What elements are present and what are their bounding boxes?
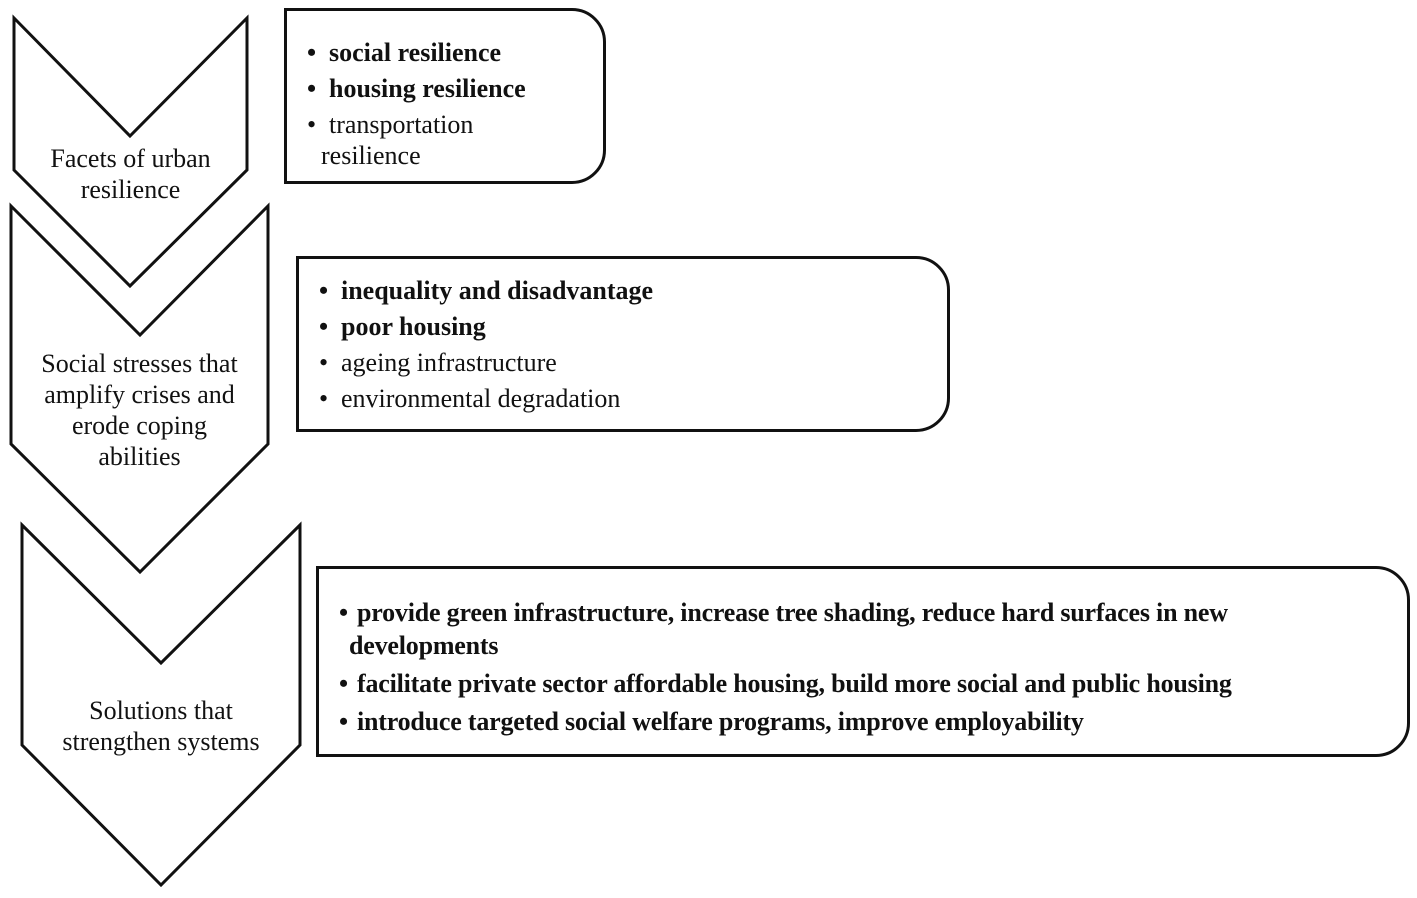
list-item: • housing resilience	[305, 73, 603, 104]
list-item-line: developments	[349, 631, 499, 660]
list-item	[305, 109, 603, 171]
list-item: • inequality and disadvantage	[317, 275, 947, 306]
list-item-line: resilience	[321, 141, 421, 170]
stage-3-label	[22, 695, 300, 757]
stage-2-label-line-1: Social stresses that	[41, 349, 238, 378]
stage-2-label	[11, 348, 268, 472]
list-item-line: provide green infrastructure, increase tree shading, reduce hard surfaces in new	[357, 598, 1228, 627]
stage-1-label-line-1: Facets of urban	[50, 144, 211, 173]
stage-2-label-line-4: abilities	[98, 442, 181, 471]
stage-2-details-box	[296, 256, 950, 432]
list-item: • ageing infrastructure	[317, 347, 947, 378]
stage-1-label-line-2: resilience	[80, 175, 181, 204]
stage-2-items	[317, 275, 947, 414]
stage-1-items	[305, 37, 603, 171]
list-item: • environmental degradation	[317, 383, 947, 414]
stage-3-label-line-2: strengthen systems	[62, 727, 260, 756]
list-item: • social resilience	[305, 37, 603, 68]
list-item: • poor housing	[317, 311, 947, 342]
list-item: • facilitate private sector affordable housing, build more social and public housing	[323, 667, 1407, 700]
list-item: • introduce targeted social welfare programs, improve employability	[323, 705, 1407, 738]
list-item	[323, 596, 1407, 662]
stage-2-label-line-2: amplify crises and	[44, 380, 235, 409]
stage-3-details-box	[316, 566, 1410, 757]
stage-3-label-line-1: Solutions that	[89, 696, 233, 725]
list-item-line: transportation	[329, 110, 474, 139]
stage-3-items	[323, 596, 1407, 738]
stage-2-label-line-3: erode coping	[71, 411, 207, 440]
stage-1-label	[14, 143, 247, 205]
stage-1-details-box	[284, 8, 606, 184]
